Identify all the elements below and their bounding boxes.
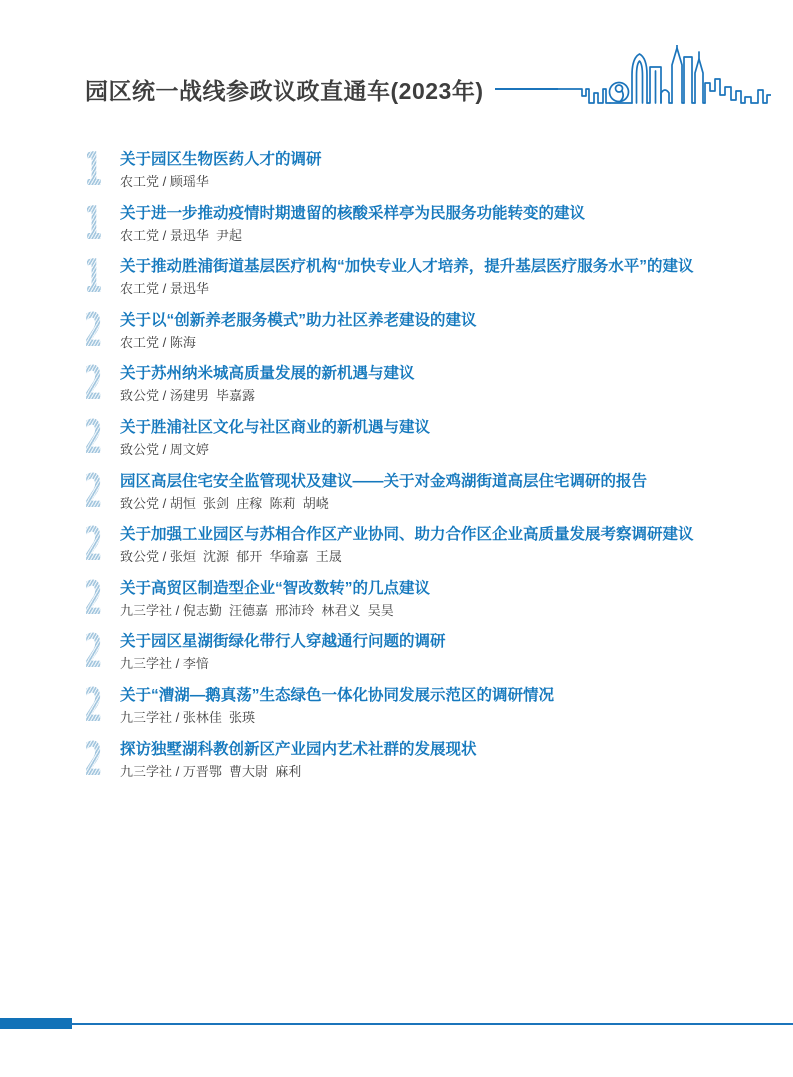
toc-item-content — [120, 578, 769, 619]
toc-item-content — [120, 149, 769, 190]
toc-item[interactable] — [84, 731, 769, 786]
page-title: 园区统一战线参政议政直通车(2023年) — [85, 77, 484, 104]
toc-item-authors: 九三学社 / 张林佳 张瑛 — [120, 709, 256, 725]
header-rule — [495, 88, 558, 90]
toc-item-authors: 农工党 / 陈海 — [120, 334, 196, 350]
toc-item-number: 25 — [84, 570, 119, 625]
header — [85, 58, 771, 120]
toc-item-title[interactable]: 关于加强工业园区与苏相合作区产业协同、助力合作区企业高质量发展考察调研建议 — [120, 526, 694, 544]
toc-item-number: 17 — [84, 142, 119, 196]
toc-item-content — [120, 739, 769, 780]
toc-item-content — [120, 417, 769, 458]
toc-item[interactable] — [84, 409, 769, 464]
toc-item-title[interactable]: 关于“漕湖—鹅真荡”生态绿色一体化协同发展示范区的调研情况 — [120, 686, 555, 704]
toc-item-authors: 致公党 / 张烜 沈源 郁开 华瑜嘉 王晟 — [120, 549, 342, 565]
toc-item-content — [120, 524, 769, 565]
toc-item[interactable] — [84, 677, 769, 732]
toc-item-title[interactable]: 关于以“创新养老服务模式”助力社区养老建设的建议 — [120, 311, 477, 329]
toc-item[interactable] — [84, 624, 769, 679]
toc-item-authors: 农工党 / 顾瑶华 — [120, 174, 209, 189]
toc-item[interactable] — [84, 463, 769, 518]
toc-item-number: 20 — [84, 302, 119, 357]
toc-item-content — [120, 256, 769, 297]
toc-item-title[interactable]: 关于推动胜浦街道基层医疗机构“加快专业人才培养，提升基层医疗服务水平”的建议 — [120, 258, 694, 276]
toc-item-title[interactable]: 关于胜浦社区文化与社区商业的新机遇与建议 — [120, 418, 431, 436]
toc-item[interactable] — [84, 142, 769, 196]
toc-list — [84, 142, 769, 792]
toc-item[interactable] — [84, 570, 769, 625]
toc-item-number: 27 — [84, 677, 119, 732]
toc-item-title[interactable]: 关于园区星湖街绿化带行人穿越通行问题的调研 — [120, 633, 446, 651]
toc-item-authors: 致公党 / 汤建男 毕嘉露 — [120, 388, 256, 404]
toc-item-title[interactable]: 探访独墅湖科教创新区产业园内艺术社群的发展现状 — [120, 740, 477, 758]
toc-item-authors: 九三学社 / 万晋鄂 曹大尉 麻利 — [120, 763, 302, 779]
toc-item-title[interactable]: 关于园区生物医药人才的调研 — [120, 151, 322, 168]
toc-item-content — [120, 471, 769, 512]
toc-item-title[interactable]: 园区高层住宅安全监管现状及建议——关于对金鸡湖街道高层住宅调研的报告 — [120, 472, 648, 490]
toc-item-number: 23 — [84, 463, 119, 518]
toc-item-title[interactable]: 关于苏州纳米城高质量发展的新机遇与建议 — [120, 365, 415, 383]
footer-accent-bar — [0, 1018, 72, 1029]
toc-item-number: 22 — [84, 409, 119, 464]
toc-item[interactable] — [84, 249, 769, 304]
toc-item-content — [120, 363, 769, 404]
toc-item-number: 18 — [84, 195, 119, 250]
toc-item[interactable] — [84, 517, 769, 572]
toc-item-authors: 九三学社 / 李愔 — [120, 656, 209, 672]
toc-item-number: 24 — [84, 517, 119, 572]
toc-item-content — [120, 203, 769, 244]
toc-item-content — [120, 310, 769, 351]
toc-item-authors: 农工党 / 景迅华 — [120, 281, 209, 297]
toc-item-authors: 致公党 / 胡恒 张剑 庄稼 陈莉 胡峣 — [120, 495, 329, 511]
toc-item[interactable] — [84, 195, 769, 250]
toc-item-number: 28 — [84, 731, 119, 786]
toc-item-title[interactable]: 关于高贸区制造型企业“智改数转”的几点建议 — [120, 579, 431, 597]
toc-item-number: 19 — [84, 249, 119, 304]
city-skyline-icon — [556, 45, 771, 117]
toc-item-title[interactable]: 关于进一步推动疫情时期遗留的核酸采样亭为民服务功能转变的建议 — [120, 204, 586, 222]
toc-item-authors: 致公党 / 周文婷 — [120, 441, 209, 457]
toc-item-number: 21 — [84, 356, 119, 411]
toc-item[interactable] — [84, 302, 769, 357]
toc-item-content — [120, 631, 769, 672]
toc-item-content — [120, 685, 769, 726]
toc-item-authors: 九三学社 / 倪志勤 汪德嘉 邢沛玲 林君义 吴昊 — [120, 602, 394, 618]
toc-item-authors: 农工党 / 景迅华 尹起 — [120, 227, 243, 243]
footer-rule — [70, 1023, 793, 1025]
toc-item-number: 26 — [84, 624, 119, 679]
toc-item[interactable] — [84, 356, 769, 411]
